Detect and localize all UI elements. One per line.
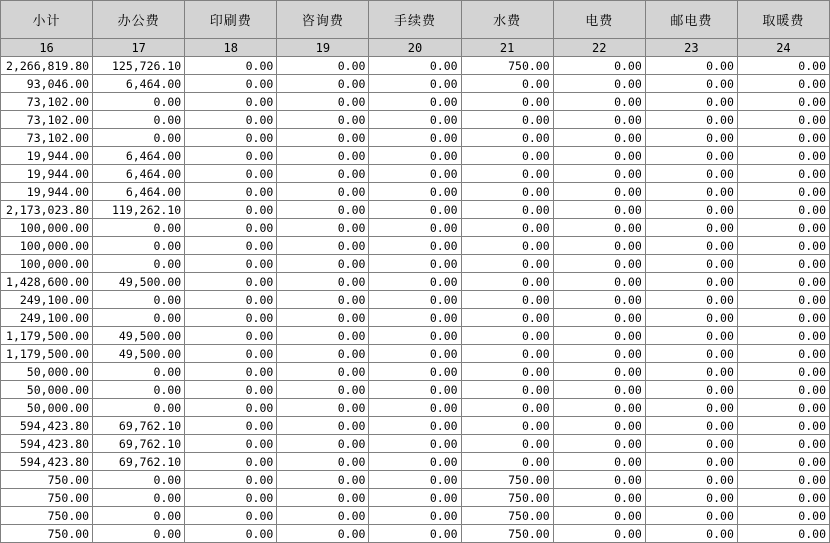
table-cell: 73,102.00 bbox=[1, 93, 93, 111]
table-cell: 0.00 bbox=[645, 489, 737, 507]
table-cell: 0.00 bbox=[553, 399, 645, 417]
table-cell: 0.00 bbox=[185, 219, 277, 237]
table-cell: 0.00 bbox=[737, 75, 829, 93]
table-cell: 0.00 bbox=[277, 507, 369, 525]
table-cell: 0.00 bbox=[737, 453, 829, 471]
column-number: 21 bbox=[461, 39, 553, 57]
table-cell: 100,000.00 bbox=[1, 237, 93, 255]
table-cell: 19,944.00 bbox=[1, 183, 93, 201]
table-cell: 0.00 bbox=[369, 237, 461, 255]
table-cell: 0.00 bbox=[277, 201, 369, 219]
column-number: 24 bbox=[737, 39, 829, 57]
table-cell: 0.00 bbox=[369, 219, 461, 237]
table-cell: 0.00 bbox=[369, 399, 461, 417]
table-cell: 0.00 bbox=[277, 435, 369, 453]
table-cell: 0.00 bbox=[185, 525, 277, 543]
table-row bbox=[1, 93, 830, 111]
table-cell: 0.00 bbox=[185, 363, 277, 381]
table-cell: 49,500.00 bbox=[93, 327, 185, 345]
table-cell: 0.00 bbox=[737, 255, 829, 273]
table-cell: 750.00 bbox=[1, 525, 93, 543]
table-cell: 50,000.00 bbox=[1, 399, 93, 417]
table-cell: 49,500.00 bbox=[93, 345, 185, 363]
column-header-electricity-fee: 电费 bbox=[553, 1, 645, 39]
table-cell: 0.00 bbox=[185, 237, 277, 255]
table-cell: 0.00 bbox=[461, 381, 553, 399]
table-cell: 0.00 bbox=[277, 255, 369, 273]
table-cell: 0.00 bbox=[553, 57, 645, 75]
table-cell: 0.00 bbox=[185, 399, 277, 417]
table-cell: 0.00 bbox=[461, 111, 553, 129]
table-row bbox=[1, 57, 830, 75]
table-cell: 0.00 bbox=[461, 255, 553, 273]
table-cell: 0.00 bbox=[369, 309, 461, 327]
table-cell: 0.00 bbox=[461, 363, 553, 381]
table-cell: 0.00 bbox=[185, 255, 277, 273]
table-row bbox=[1, 327, 830, 345]
table-cell: 0.00 bbox=[553, 273, 645, 291]
table-cell: 0.00 bbox=[553, 525, 645, 543]
table-cell: 0.00 bbox=[461, 201, 553, 219]
table-cell: 0.00 bbox=[645, 471, 737, 489]
table-cell: 6,464.00 bbox=[93, 183, 185, 201]
table-cell: 0.00 bbox=[737, 381, 829, 399]
table-cell: 750.00 bbox=[461, 507, 553, 525]
table-cell: 0.00 bbox=[277, 345, 369, 363]
table-row bbox=[1, 435, 830, 453]
table-cell: 0.00 bbox=[185, 453, 277, 471]
table-cell: 0.00 bbox=[645, 165, 737, 183]
table-cell: 0.00 bbox=[185, 201, 277, 219]
table-cell: 0.00 bbox=[461, 453, 553, 471]
table-row bbox=[1, 273, 830, 291]
table-cell: 0.00 bbox=[185, 183, 277, 201]
table-cell: 0.00 bbox=[645, 363, 737, 381]
table-cell: 0.00 bbox=[277, 219, 369, 237]
table-cell: 0.00 bbox=[369, 165, 461, 183]
table-cell: 0.00 bbox=[553, 507, 645, 525]
table-row bbox=[1, 219, 830, 237]
table-cell: 0.00 bbox=[277, 237, 369, 255]
table-cell: 2,266,819.80 bbox=[1, 57, 93, 75]
table-cell: 6,464.00 bbox=[93, 165, 185, 183]
column-header-heating-fee: 取暖费 bbox=[737, 1, 829, 39]
table-cell: 0.00 bbox=[645, 183, 737, 201]
table-cell: 0.00 bbox=[185, 345, 277, 363]
table-cell: 0.00 bbox=[93, 129, 185, 147]
table-cell: 594,423.80 bbox=[1, 453, 93, 471]
table-cell: 0.00 bbox=[369, 129, 461, 147]
table-cell: 0.00 bbox=[737, 471, 829, 489]
table-cell: 0.00 bbox=[645, 435, 737, 453]
table-cell: 0.00 bbox=[93, 255, 185, 273]
column-header-subtotal: 小计 bbox=[1, 1, 93, 39]
table-row bbox=[1, 471, 830, 489]
table-cell: 0.00 bbox=[93, 111, 185, 129]
table-cell: 0.00 bbox=[645, 417, 737, 435]
table-row bbox=[1, 525, 830, 543]
table-cell: 0.00 bbox=[93, 219, 185, 237]
table-cell: 69,762.10 bbox=[93, 453, 185, 471]
table-cell: 0.00 bbox=[645, 327, 737, 345]
column-header-handling-fee: 手续费 bbox=[369, 1, 461, 39]
table-cell: 0.00 bbox=[553, 165, 645, 183]
table-cell: 750.00 bbox=[1, 471, 93, 489]
table-cell: 0.00 bbox=[369, 345, 461, 363]
table-cell: 49,500.00 bbox=[93, 273, 185, 291]
table-cell: 0.00 bbox=[277, 417, 369, 435]
table-row bbox=[1, 291, 830, 309]
table-cell: 594,423.80 bbox=[1, 417, 93, 435]
table-cell: 0.00 bbox=[277, 381, 369, 399]
table-cell: 0.00 bbox=[277, 291, 369, 309]
table-cell: 750.00 bbox=[461, 525, 553, 543]
table-cell: 0.00 bbox=[93, 291, 185, 309]
table-cell: 0.00 bbox=[553, 111, 645, 129]
table-cell: 6,464.00 bbox=[93, 75, 185, 93]
table-row bbox=[1, 345, 830, 363]
table-row bbox=[1, 237, 830, 255]
table-cell: 0.00 bbox=[185, 147, 277, 165]
table-cell: 0.00 bbox=[185, 489, 277, 507]
column-number: 17 bbox=[93, 39, 185, 57]
table-cell: 0.00 bbox=[277, 453, 369, 471]
table-cell: 0.00 bbox=[645, 507, 737, 525]
table-cell: 0.00 bbox=[461, 165, 553, 183]
table-cell: 0.00 bbox=[277, 183, 369, 201]
table-cell: 0.00 bbox=[461, 129, 553, 147]
table-cell: 100,000.00 bbox=[1, 219, 93, 237]
table-cell: 0.00 bbox=[645, 75, 737, 93]
table-cell: 73,102.00 bbox=[1, 129, 93, 147]
table-cell: 750.00 bbox=[461, 489, 553, 507]
table-cell: 0.00 bbox=[737, 129, 829, 147]
table-cell: 0.00 bbox=[645, 291, 737, 309]
table-cell: 249,100.00 bbox=[1, 291, 93, 309]
table-cell: 0.00 bbox=[553, 129, 645, 147]
table-cell: 0.00 bbox=[553, 435, 645, 453]
table-cell: 0.00 bbox=[185, 57, 277, 75]
table-cell: 0.00 bbox=[553, 183, 645, 201]
table-cell: 0.00 bbox=[185, 327, 277, 345]
table-cell: 0.00 bbox=[645, 111, 737, 129]
table-cell: 0.00 bbox=[737, 57, 829, 75]
table-cell: 0.00 bbox=[277, 471, 369, 489]
table-cell: 0.00 bbox=[185, 471, 277, 489]
table-cell: 69,762.10 bbox=[93, 417, 185, 435]
table-cell: 0.00 bbox=[277, 111, 369, 129]
table-cell: 0.00 bbox=[369, 417, 461, 435]
table-cell: 0.00 bbox=[369, 381, 461, 399]
table-cell: 0.00 bbox=[461, 435, 553, 453]
table-cell: 0.00 bbox=[461, 147, 553, 165]
table-cell: 0.00 bbox=[185, 291, 277, 309]
table-cell: 0.00 bbox=[93, 507, 185, 525]
table-cell: 0.00 bbox=[645, 399, 737, 417]
table-cell: 0.00 bbox=[185, 417, 277, 435]
table-cell: 0.00 bbox=[369, 291, 461, 309]
table-cell: 0.00 bbox=[185, 165, 277, 183]
table-cell: 69,762.10 bbox=[93, 435, 185, 453]
table-cell: 0.00 bbox=[185, 435, 277, 453]
table-cell: 0.00 bbox=[645, 453, 737, 471]
table-cell: 0.00 bbox=[737, 201, 829, 219]
table-cell: 0.00 bbox=[737, 417, 829, 435]
table-cell: 0.00 bbox=[737, 291, 829, 309]
table-cell: 0.00 bbox=[553, 471, 645, 489]
table-cell: 0.00 bbox=[369, 507, 461, 525]
table-cell: 0.00 bbox=[645, 525, 737, 543]
table-cell: 0.00 bbox=[461, 93, 553, 111]
table-row bbox=[1, 399, 830, 417]
table-cell: 0.00 bbox=[461, 273, 553, 291]
table-cell: 0.00 bbox=[93, 363, 185, 381]
column-number: 16 bbox=[1, 39, 93, 57]
table-body bbox=[1, 57, 830, 543]
table-cell: 0.00 bbox=[369, 327, 461, 345]
table-cell: 0.00 bbox=[369, 93, 461, 111]
table-header-row bbox=[1, 1, 830, 39]
table-row bbox=[1, 129, 830, 147]
table-cell: 0.00 bbox=[93, 525, 185, 543]
table-cell: 0.00 bbox=[277, 525, 369, 543]
table-cell: 0.00 bbox=[737, 309, 829, 327]
table-cell: 249,100.00 bbox=[1, 309, 93, 327]
table-cell: 0.00 bbox=[553, 489, 645, 507]
table-cell: 0.00 bbox=[553, 327, 645, 345]
table-cell: 0.00 bbox=[645, 219, 737, 237]
table-cell: 0.00 bbox=[645, 255, 737, 273]
table-cell: 0.00 bbox=[369, 57, 461, 75]
table-cell: 0.00 bbox=[645, 93, 737, 111]
table-row bbox=[1, 183, 830, 201]
table-cell: 750.00 bbox=[1, 507, 93, 525]
column-number: 18 bbox=[185, 39, 277, 57]
column-header-office-expense: 办公费 bbox=[93, 1, 185, 39]
table-cell: 0.00 bbox=[553, 93, 645, 111]
column-header-printing-expense: 印刷费 bbox=[185, 1, 277, 39]
table-cell: 19,944.00 bbox=[1, 147, 93, 165]
table-cell: 0.00 bbox=[645, 237, 737, 255]
table-cell: 0.00 bbox=[369, 489, 461, 507]
table-cell: 0.00 bbox=[185, 75, 277, 93]
column-number: 23 bbox=[645, 39, 737, 57]
table-row bbox=[1, 255, 830, 273]
table-cell: 750.00 bbox=[461, 471, 553, 489]
table-cell: 0.00 bbox=[645, 309, 737, 327]
table-cell: 0.00 bbox=[737, 363, 829, 381]
table-cell: 0.00 bbox=[93, 399, 185, 417]
table-cell: 19,944.00 bbox=[1, 165, 93, 183]
table-cell: 119,262.10 bbox=[93, 201, 185, 219]
table-cell: 0.00 bbox=[461, 417, 553, 435]
table-cell: 0.00 bbox=[369, 471, 461, 489]
table-cell: 0.00 bbox=[645, 273, 737, 291]
table-cell: 0.00 bbox=[737, 525, 829, 543]
table-cell: 0.00 bbox=[185, 93, 277, 111]
table-row bbox=[1, 507, 830, 525]
table-cell: 0.00 bbox=[277, 93, 369, 111]
table-cell: 0.00 bbox=[185, 111, 277, 129]
table-row bbox=[1, 201, 830, 219]
table-cell: 0.00 bbox=[277, 129, 369, 147]
table-cell: 0.00 bbox=[553, 417, 645, 435]
table-cell: 594,423.80 bbox=[1, 435, 93, 453]
table-cell: 0.00 bbox=[645, 201, 737, 219]
table-cell: 0.00 bbox=[369, 453, 461, 471]
table-cell: 0.00 bbox=[461, 237, 553, 255]
table-row bbox=[1, 489, 830, 507]
table-cell: 0.00 bbox=[93, 93, 185, 111]
table-cell: 1,428,600.00 bbox=[1, 273, 93, 291]
table-cell: 50,000.00 bbox=[1, 363, 93, 381]
table-cell: 0.00 bbox=[737, 345, 829, 363]
table-cell: 0.00 bbox=[277, 363, 369, 381]
table-cell: 125,726.10 bbox=[93, 57, 185, 75]
table-cell: 0.00 bbox=[461, 399, 553, 417]
table-cell: 0.00 bbox=[461, 183, 553, 201]
table-cell: 0.00 bbox=[737, 273, 829, 291]
table-cell: 0.00 bbox=[737, 165, 829, 183]
table-cell: 0.00 bbox=[737, 507, 829, 525]
table-cell: 0.00 bbox=[277, 75, 369, 93]
table-cell: 0.00 bbox=[277, 489, 369, 507]
table-cell: 0.00 bbox=[461, 75, 553, 93]
table-cell: 0.00 bbox=[737, 237, 829, 255]
table-cell: 0.00 bbox=[553, 309, 645, 327]
table-cell: 0.00 bbox=[93, 309, 185, 327]
table-cell: 0.00 bbox=[553, 291, 645, 309]
table-cell: 0.00 bbox=[93, 471, 185, 489]
table-cell: 0.00 bbox=[737, 219, 829, 237]
column-number-row bbox=[1, 39, 830, 57]
table-cell: 0.00 bbox=[645, 57, 737, 75]
table-cell: 0.00 bbox=[553, 363, 645, 381]
table-cell: 1,179,500.00 bbox=[1, 327, 93, 345]
table-cell: 0.00 bbox=[553, 75, 645, 93]
table-cell: 0.00 bbox=[185, 129, 277, 147]
table-cell: 0.00 bbox=[737, 183, 829, 201]
table-cell: 100,000.00 bbox=[1, 255, 93, 273]
column-header-consulting-expense: 咨询费 bbox=[277, 1, 369, 39]
table-cell: 0.00 bbox=[277, 165, 369, 183]
table-cell: 0.00 bbox=[461, 345, 553, 363]
table-cell: 0.00 bbox=[185, 309, 277, 327]
table-cell: 0.00 bbox=[645, 381, 737, 399]
table-cell: 0.00 bbox=[553, 219, 645, 237]
table-cell: 0.00 bbox=[369, 273, 461, 291]
table-cell: 0.00 bbox=[737, 435, 829, 453]
table-cell: 0.00 bbox=[277, 57, 369, 75]
table-cell: 50,000.00 bbox=[1, 381, 93, 399]
table-cell: 0.00 bbox=[277, 399, 369, 417]
table-row bbox=[1, 165, 830, 183]
table-row bbox=[1, 309, 830, 327]
column-header-water-fee: 水费 bbox=[461, 1, 553, 39]
table-cell: 1,179,500.00 bbox=[1, 345, 93, 363]
table-row bbox=[1, 417, 830, 435]
column-header-postal-fee: 邮电费 bbox=[645, 1, 737, 39]
table-cell: 0.00 bbox=[369, 255, 461, 273]
table-cell: 0.00 bbox=[93, 381, 185, 399]
table-cell: 0.00 bbox=[185, 273, 277, 291]
table-cell: 0.00 bbox=[737, 399, 829, 417]
table-cell: 0.00 bbox=[369, 183, 461, 201]
table-cell: 0.00 bbox=[369, 201, 461, 219]
table-cell: 0.00 bbox=[369, 525, 461, 543]
table-cell: 0.00 bbox=[553, 255, 645, 273]
table-cell: 0.00 bbox=[93, 237, 185, 255]
table-row bbox=[1, 453, 830, 471]
table-cell: 0.00 bbox=[369, 75, 461, 93]
table-cell: 750.00 bbox=[461, 57, 553, 75]
table-cell: 0.00 bbox=[369, 363, 461, 381]
table-cell: 0.00 bbox=[737, 327, 829, 345]
table-cell: 0.00 bbox=[553, 147, 645, 165]
table-cell: 0.00 bbox=[553, 453, 645, 471]
table-cell: 2,173,023.80 bbox=[1, 201, 93, 219]
table-cell: 73,102.00 bbox=[1, 111, 93, 129]
table-row bbox=[1, 363, 830, 381]
table-cell: 0.00 bbox=[93, 489, 185, 507]
table-cell: 0.00 bbox=[277, 327, 369, 345]
column-number: 22 bbox=[553, 39, 645, 57]
table-row bbox=[1, 75, 830, 93]
table-cell: 750.00 bbox=[1, 489, 93, 507]
table-cell: 0.00 bbox=[645, 345, 737, 363]
table-cell: 0.00 bbox=[185, 507, 277, 525]
column-number: 20 bbox=[369, 39, 461, 57]
table-cell: 0.00 bbox=[553, 237, 645, 255]
column-number: 19 bbox=[277, 39, 369, 57]
table-cell: 6,464.00 bbox=[93, 147, 185, 165]
table-cell: 0.00 bbox=[369, 111, 461, 129]
table-cell: 0.00 bbox=[461, 291, 553, 309]
table-cell: 0.00 bbox=[277, 309, 369, 327]
table-cell: 0.00 bbox=[277, 147, 369, 165]
table-row bbox=[1, 111, 830, 129]
table-cell: 0.00 bbox=[553, 201, 645, 219]
table-cell: 0.00 bbox=[737, 111, 829, 129]
table-cell: 0.00 bbox=[737, 147, 829, 165]
table-cell: 0.00 bbox=[461, 219, 553, 237]
table-row bbox=[1, 381, 830, 399]
table-cell: 0.00 bbox=[645, 147, 737, 165]
table-row bbox=[1, 147, 830, 165]
table-cell: 0.00 bbox=[553, 345, 645, 363]
table-cell: 0.00 bbox=[645, 129, 737, 147]
table-cell: 0.00 bbox=[461, 327, 553, 345]
table-cell: 0.00 bbox=[553, 381, 645, 399]
table-cell: 0.00 bbox=[277, 273, 369, 291]
table-cell: 0.00 bbox=[369, 147, 461, 165]
table-cell: 0.00 bbox=[737, 93, 829, 111]
table-cell: 0.00 bbox=[369, 435, 461, 453]
table-cell: 93,046.00 bbox=[1, 75, 93, 93]
table-cell: 0.00 bbox=[737, 489, 829, 507]
table-cell: 0.00 bbox=[185, 381, 277, 399]
table-cell: 0.00 bbox=[461, 309, 553, 327]
